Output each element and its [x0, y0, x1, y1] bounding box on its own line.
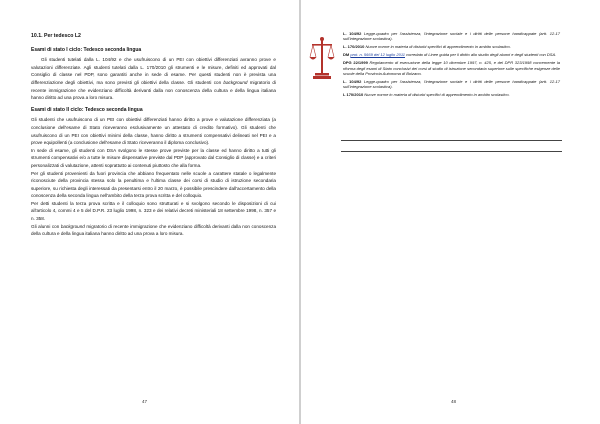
reference-item: DM prot. n. 5669 del 12 luglio 2011 corredato di Linee guida per il diritto allo studio degli alunni e degli studenti con DSA.: [343, 52, 557, 58]
page-number-left: 47: [142, 399, 148, 404]
reference-item: L. 104/92 Legge-quadro per l'assistenza, l'integrazione sociale e i diritti delle persone handicappate (artt. 12-17 sull'integrazione scolastica).: [343, 31, 560, 42]
paragraph-migrant-students: Gli alunni con background migratorio di recente immigrazione che evidenziano difficoltà derivanti dalla non conoscenza della cultura e della lingua italiana hanno diritto ad una prova a loro misura.: [31, 223, 276, 237]
left-page-content: [31, 33, 276, 238]
references-list: [343, 31, 560, 100]
paragraph-first-cycle: Gli studenti tutelati dalla L. 104/92 e che usufruiscono di un PEI con obiettivi differenziati avranno prove e valutazioni differenziate. Agli studenti tutelati dalla L. 170/2010 gli strumenti e le misure, definiti ed approvati dal Consiglio di classe nel PDP, sono garantiti anche in sede di esame. Per questi studenti non è prevista una differenziazione degli obiettivi, ma sono previsti gli obiettivi della classe. Gli studenti con background migratorio di recente immigrazione che evidenziano difficoltà derivanti dalla non conoscenza della cultura e della lingua italiana hanno diritto ad una prova a loro misura.: [31, 57, 276, 101]
page-number-right: 48: [451, 399, 457, 404]
reference-item: L. 170/2010 Nuove norme in materia di disturbi specifici di apprendimento in ambito scolastico.: [343, 44, 511, 50]
paragraph-pei: Gli studenti che usufruiscono di un PEI con obiettivi differenziati hanno diritto a prove e valutazione differenziata (a conclusione dell'esame di Stato riceveranno esclusivamente un attestato di credito formativo). Gli studenti che usufruiscono di un PEI con obiettivi minimi della classe, hanno diritto a strumenti compensativi delineati nel PEI e a prove equipollenti (a conclusione dell'esame di Stato riceveranno il diploma conclusivo).: [31, 117, 276, 146]
divider-line-top: [341, 140, 562, 141]
left-page: [0, 0, 299, 424]
right-page: [301, 0, 600, 424]
references-divider-box: [341, 140, 562, 152]
reference-item: L 170/2010 Nuove norme in materia di disturbi specifici di apprendimento in ambito scolastico.: [343, 92, 510, 98]
paragraph-out-of-province: Per gli studenti provenienti da fuori provincia che abbiano frequentato nelle scuole a carattere statale o legalmente riconosciute della provincia stessa solo la penultima e l'ultima classe dei corsi di studio di istruzione secondaria superiore, su richiesta degli interessati da presentarsi entro il 20 marzo, è possibile prescindere dall'accertamento della conoscenza della seconda lingua nell'ambito della terza prova scritta e del colloquio.: [31, 170, 276, 199]
section-title: 10.1. Per tedesco L2: [31, 33, 81, 39]
reference-item: L. 104/92 Legge-quadro per l'assistenza, l'integrazione sociale e i diritti delle persone handicappate (artt. 12-17 sull'integrazione scolastica).: [343, 78, 560, 90]
reference-item: DPG 22/1999 Regolamento di esecuzione della legge 10 dicembre 1997, n. 425, e del DPR 323/1998 concernente la riforma degli esami di Stato conclusivi dei corsi di studio di istruzione secondaria superiore sulle specifiche esigenze delle scuole della Provincia Autonoma di Bolzano.: [343, 60, 560, 76]
divider-line-bottom: [341, 151, 562, 152]
subsection-title-second-cycle: Esami di stato II ciclo: Tedesco seconda lingua: [31, 106, 143, 113]
reference-link[interactable]: prot. n. 5669 del 12 luglio 2011: [350, 52, 405, 58]
paragraph-exam-structure: Per detti studenti la terza prova scritta e il colloquio sono strutturati e si svolgono secondo le disposizioni di cui all'articolo 4, commi 4 e 5 del D.P.R. 23 luglio 1998, n. 323 e dei relativi decreti ministeriali 18 settembre 1998, n. 357 e n. 358.: [31, 200, 276, 222]
paragraph-dsa: In sede di esame, gli studenti con DSA svolgono le stesse prove previste per la classe ed hanno diritto a tutti gli strumenti compensativi e/o a tutte le misure dispensative previste dal PDP (approvato dal Consiglio di classe) e a criteri personalizzati di valutazione, attenti soprattutto ai contenuti piuttosto che alla forma.: [31, 147, 276, 168]
subsection-title-first-cycle: Esami di stato I ciclo: Tedesco seconda lingua: [31, 46, 142, 53]
scales-of-justice-icon: [309, 35, 335, 81]
